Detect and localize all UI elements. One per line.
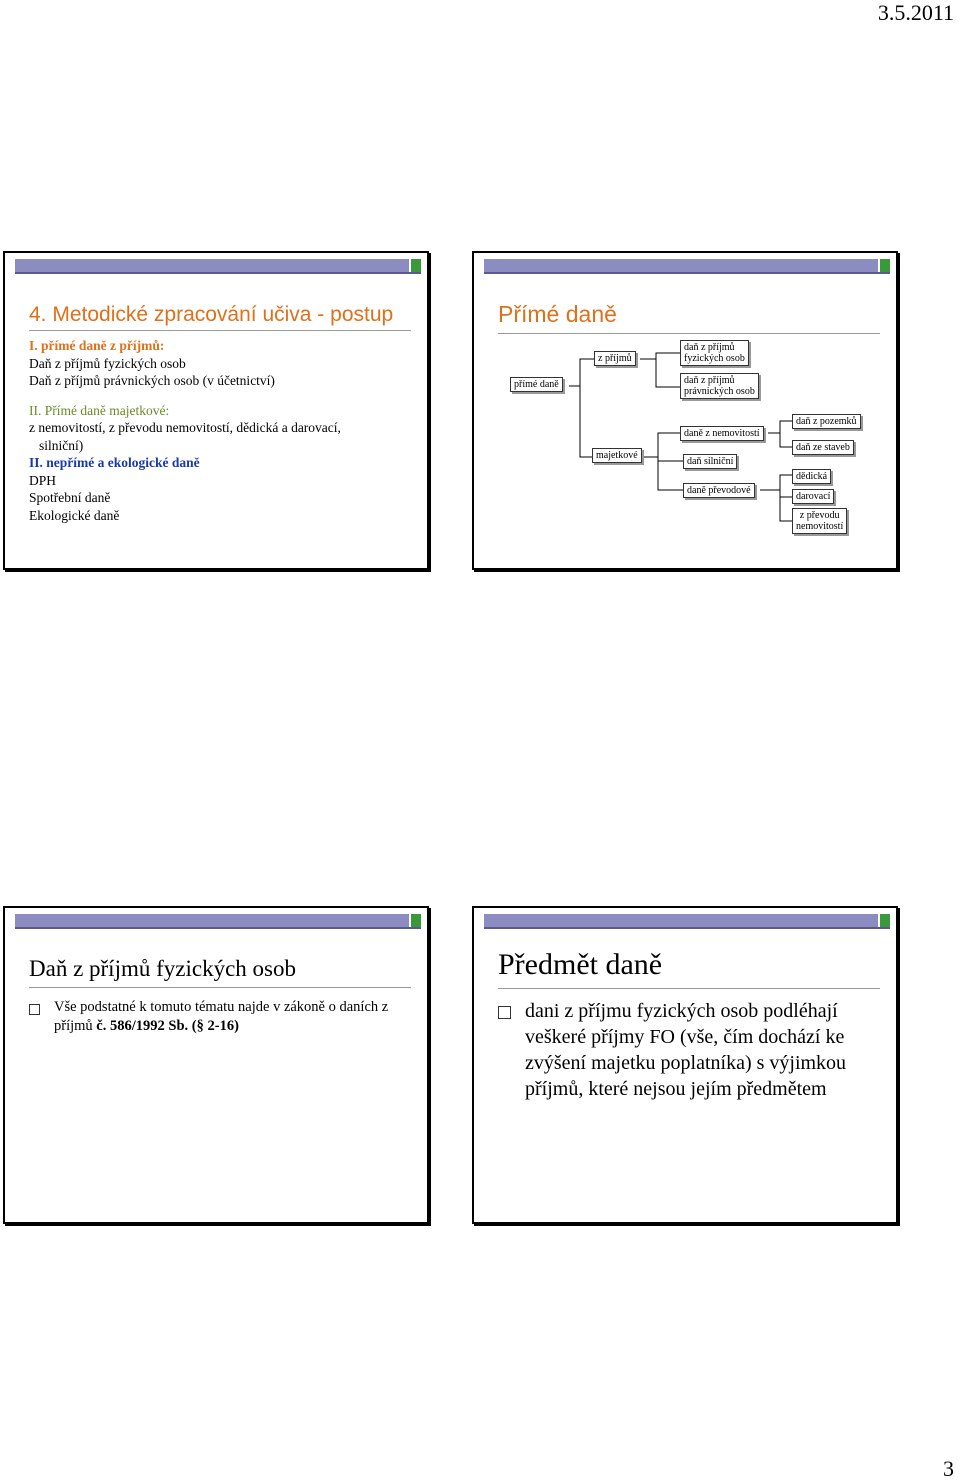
- slide-title: Přímé daně: [498, 301, 617, 327]
- text-line: z nemovitostí, z převodu nemovitostí, dědická a darovací,: [29, 420, 341, 435]
- tree-node-buildings: daň ze staveb: [792, 440, 854, 455]
- slide-title: Daň z příjmů fyzických osob: [29, 956, 296, 981]
- bullet-text: dani z příjmu fyzických osob podléhají veškeré příjmy FO (vše, čím dochází ke zvýšení majetku poplatníka) s výjimkou příjmů, které nejsou jejím předmětem: [525, 1000, 847, 1100]
- page-number: 3: [943, 1456, 954, 1481]
- title-divider: [29, 330, 411, 331]
- section-heading: II. Přímé daně majetkové:: [29, 402, 170, 418]
- slide-4: [472, 906, 898, 1224]
- section-heading: II. nepřímé a ekologické daně: [29, 455, 200, 470]
- slide-body: [29, 337, 417, 524]
- slide-2: [472, 251, 898, 570]
- tree-node-real-estate: daně z nemovitostí: [680, 426, 764, 441]
- text-line: Daň z příjmů právnických osob (v účetnictví): [29, 373, 275, 388]
- slide-decor-bar: [484, 914, 890, 929]
- text-line: Ekologické daně: [29, 507, 120, 523]
- tree-node-land: daň z pozemků: [792, 414, 861, 429]
- tree-node-root: přímé daně: [510, 377, 563, 392]
- bullet-text: (: [188, 1018, 197, 1034]
- tree-node-inheritance: dědická: [792, 469, 831, 484]
- bullet-square-icon: [29, 1004, 40, 1015]
- bullet-text: Vše podstatné k tomuto tématu najde v zákoně o daních z příjmů: [54, 999, 389, 1034]
- bullet-square-icon: [498, 1006, 511, 1019]
- bullet-text: 2-16): [203, 1018, 239, 1034]
- tree-node-transfer: daně převodové: [683, 483, 755, 498]
- bullet-item: [498, 998, 882, 1102]
- text-line: Daň z příjmů fyzických osob: [29, 355, 186, 371]
- text-line: Spotřební daně: [29, 490, 111, 505]
- tree-node-road: daň silniční: [683, 454, 737, 469]
- slide-1: [3, 251, 429, 570]
- section-sign-icon: §: [196, 1018, 204, 1034]
- slide-decor-bar: [15, 914, 421, 929]
- tree-node-property: majetkové: [592, 448, 642, 463]
- title-divider: [498, 988, 880, 989]
- tree-node-income: z příjmů: [594, 351, 636, 366]
- slide-3: [3, 906, 429, 1224]
- section-heading: I. přímé daně z příjmů:: [29, 338, 165, 353]
- page-date: 3.5.2011: [877, 0, 954, 25]
- tree-node-income-fo: daň z příjmů fyzických osob: [680, 340, 749, 366]
- slide-title: 4. Metodické zpracování učiva - postup: [29, 303, 394, 326]
- text-line: DPH: [29, 472, 57, 488]
- slide-title: Předmět daně: [498, 948, 663, 981]
- tree-node-income-po: daň z příjmů právnických osob: [680, 373, 759, 399]
- tree-node-gift: darovací: [792, 489, 834, 504]
- text-line: silniční): [39, 437, 84, 453]
- law-reference: č. 586/1992 Sb.: [96, 1018, 189, 1034]
- tree-node-re-transfer: z převodu nemovitostí: [792, 508, 847, 534]
- bullet-item: [29, 998, 407, 1036]
- slide-decor-bar: [15, 259, 421, 274]
- title-divider: [29, 987, 411, 988]
